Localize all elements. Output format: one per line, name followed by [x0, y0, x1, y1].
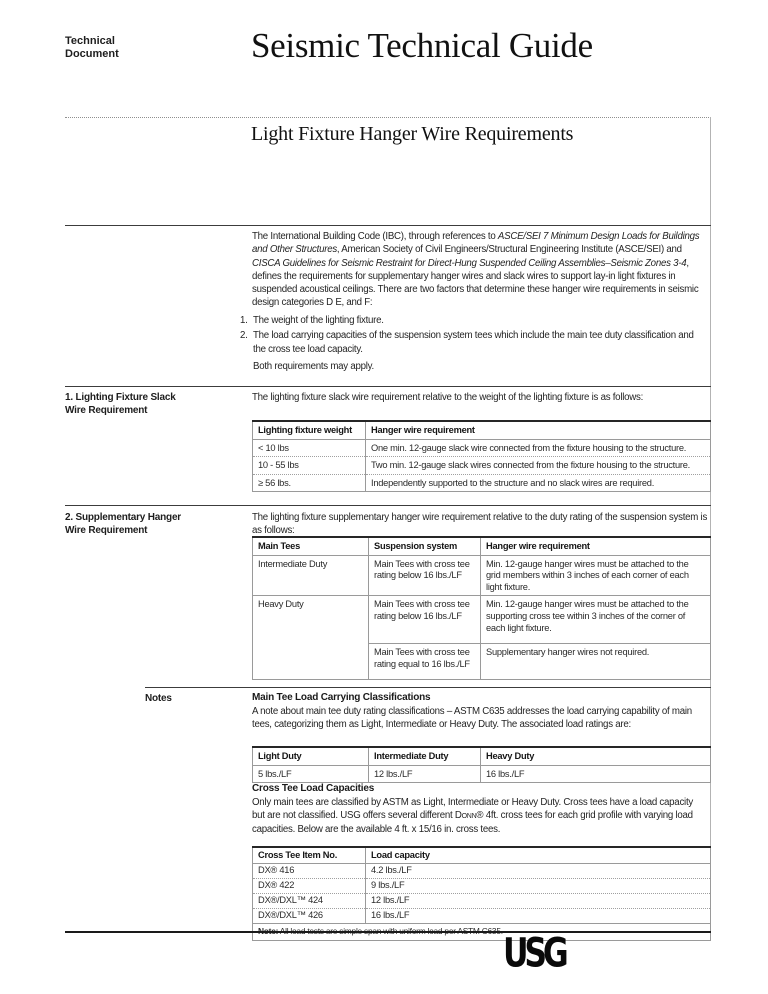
- list-item: [240, 329, 708, 356]
- note-text: All load tests are simple span with uniform load per ASTM C635.: [278, 925, 503, 936]
- section2-label: 2. Supplementary Hanger Wire Requirement: [65, 512, 181, 536]
- table-cell: Independently supported to the structure and no slack wires are required.: [366, 474, 711, 492]
- footer-rule: [65, 931, 711, 933]
- supplementary-wire-table: [252, 536, 711, 680]
- table-row: [253, 555, 711, 596]
- list-note: Both requirements may apply.: [253, 360, 374, 372]
- list-item-text: The load carrying capacities of the suspension system tees which include the main tee duty classification and the cross tee load capacity.: [253, 330, 694, 355]
- cross-tee-text: Only main tees are classified by ASTM as Light, Intermediate or Heavy Duty. Cross tees have a load capacity but are not classified. USG offers several different: [252, 797, 693, 822]
- column-header: Hanger wire requirement: [366, 421, 711, 439]
- brand-name-donn: Donn: [454, 810, 477, 822]
- section-divider: [65, 386, 711, 387]
- section1-intro: The lighting fixture slack wire requirement relative to the weight of the lighting fixture is as follows:: [252, 392, 644, 403]
- column-header: Cross Tee Item No.: [253, 847, 366, 863]
- table-header-row: [253, 537, 711, 555]
- table-row: [253, 863, 711, 878]
- intro-text: The International Building Code (IBC), through references to: [252, 231, 498, 242]
- table-cell: ≥ 56 lbs.: [253, 474, 366, 492]
- table-cell: Two min. 12-gauge slack wires connected from the fixture housing to the structure.: [366, 457, 711, 475]
- table-cell: Min. 12-gauge hanger wires must be attached to the grid members within 3 inches of each corner of each light fixture.: [481, 555, 711, 596]
- table-cell: Heavy Duty: [253, 596, 369, 680]
- table-cell: Main Tees with cross tee rating below 16 lbs./LF: [369, 596, 481, 644]
- duty-rating-table: [252, 746, 711, 783]
- table-header-row: [253, 421, 711, 439]
- table-cell: 9 lbs./LF: [366, 878, 711, 893]
- cross-tee-text: ® 4ft. cross tees for each grid profile with varying load capacities. Below are the available 4 ft. x 15/16 in. cross tees.: [252, 810, 693, 835]
- table-cell: 10 - 55 lbs: [253, 457, 366, 475]
- table-cell: 4.2 lbs./LF: [366, 863, 711, 878]
- column-header: Lighting fixture weight: [253, 421, 366, 439]
- table-cell: DX® 422: [253, 878, 366, 893]
- table-cell: Main Tees with cross tee rating equal to 16 lbs./LF: [369, 644, 481, 680]
- table-row: [253, 908, 711, 923]
- table-row: [253, 596, 711, 644]
- intro-italic-reference: ASCE/SEI 7 Minimum Design Loads for Buildings and Other Structures: [252, 231, 700, 256]
- list-number: 2.: [240, 330, 248, 342]
- table-row: [253, 765, 711, 783]
- column-header: Main Tees: [253, 537, 369, 555]
- table-cell: 12 lbs./LF: [369, 765, 481, 783]
- slack-wire-table: [252, 420, 711, 492]
- table-header-row: [253, 747, 711, 765]
- table-cell: 5 lbs./LF: [253, 765, 369, 783]
- list-item: [240, 314, 708, 327]
- column-header: Light Duty: [253, 747, 369, 765]
- table-row: [253, 474, 711, 492]
- cross-tee-body: [252, 796, 708, 836]
- intro-paragraph: [252, 230, 708, 310]
- table-cell: 16 lbs./LF: [366, 908, 711, 923]
- section2-intro: The lighting fixture supplementary hanger wire requirement relative to the duty rating of the suspension system is as follows:: [252, 512, 708, 537]
- table-cell: Min. 12-gauge hanger wires must be attached to the supporting cross tee within 3 inches of the corner of each light fixture.: [481, 596, 711, 644]
- intro-text: , American Society of Civil Engineers/Structural Engineering Institute (ASCE/SEI) and: [336, 244, 682, 256]
- cross-tee-table: [252, 846, 711, 941]
- doc-type-label: Technical Document: [65, 35, 119, 60]
- table-cell: Supplementary hanger wires not required.: [481, 644, 711, 680]
- right-vertical-rule: [710, 117, 711, 931]
- column-header: Heavy Duty: [481, 747, 711, 765]
- table-cell: DX® 416: [253, 863, 366, 878]
- table-header-row: [253, 847, 711, 863]
- factor-list: [240, 314, 708, 373]
- column-header: Suspension system: [369, 537, 481, 555]
- document-subtitle: Light Fixture Hanger Wire Requirements: [251, 123, 574, 145]
- table-row: [253, 878, 711, 893]
- header-dotted-divider: [65, 117, 711, 118]
- list-number: 1.: [240, 315, 248, 326]
- table-row: [253, 439, 711, 457]
- section-divider: [65, 505, 711, 506]
- table-cell: DX®/DXL™ 426: [253, 908, 366, 923]
- notes-label: Notes: [145, 693, 172, 704]
- notes-divider: [145, 687, 711, 688]
- section1-label: 1. Lighting Fixture Slack Wire Requirement: [65, 392, 176, 416]
- section-divider: [65, 225, 711, 226]
- column-header: Load capacity: [366, 847, 711, 863]
- cross-tee-heading: Cross Tee Load Capacities: [252, 783, 375, 794]
- page-title: Seismic Technical Guide: [251, 26, 593, 65]
- table-cell: DX®/DXL™ 424: [253, 893, 366, 908]
- table-cell: 12 lbs./LF: [366, 893, 711, 908]
- intro-italic-reference: CISCA Guidelines for Seismic Restraint for Direct-Hung Suspended Ceiling Assemblies–Seismic Zones 3-4: [252, 257, 687, 269]
- intro-text: , defines the requirements for supplementary hanger wires and slack wires to support lay-in light fixtures in suspended acoustical ceilings. There are two factors that determine these hanger wire requirements in seismic design categories D E, and F:: [252, 257, 699, 309]
- table-cell: Intermediate Duty: [253, 555, 369, 596]
- table-cell: One min. 12-gauge slack wire connected from the fixture housing to the structure.: [366, 439, 711, 457]
- note-label: Note:: [258, 925, 279, 936]
- table-cell: Main Tees with cross tee rating below 16 lbs./LF: [369, 555, 481, 596]
- table-cell: < 10 lbs: [253, 439, 366, 457]
- column-header: Intermediate Duty: [369, 747, 481, 765]
- column-header: Hanger wire requirement: [481, 537, 711, 555]
- table-cell: 16 lbs./LF: [481, 765, 711, 783]
- list-item-text: The weight of the lighting fixture.: [253, 315, 384, 326]
- main-tee-heading: Main Tee Load Carrying Classifications: [252, 692, 431, 703]
- main-tee-body: A note about main tee duty rating classifications – ASTM C635 addresses the load carrying capability of main tees, categorizing them as Light, Intermediate or Heavy Duty. The associated load ratings are:: [252, 706, 692, 731]
- usg-logo: USG: [503, 930, 565, 978]
- table-row: [253, 457, 711, 475]
- table-row: [253, 893, 711, 908]
